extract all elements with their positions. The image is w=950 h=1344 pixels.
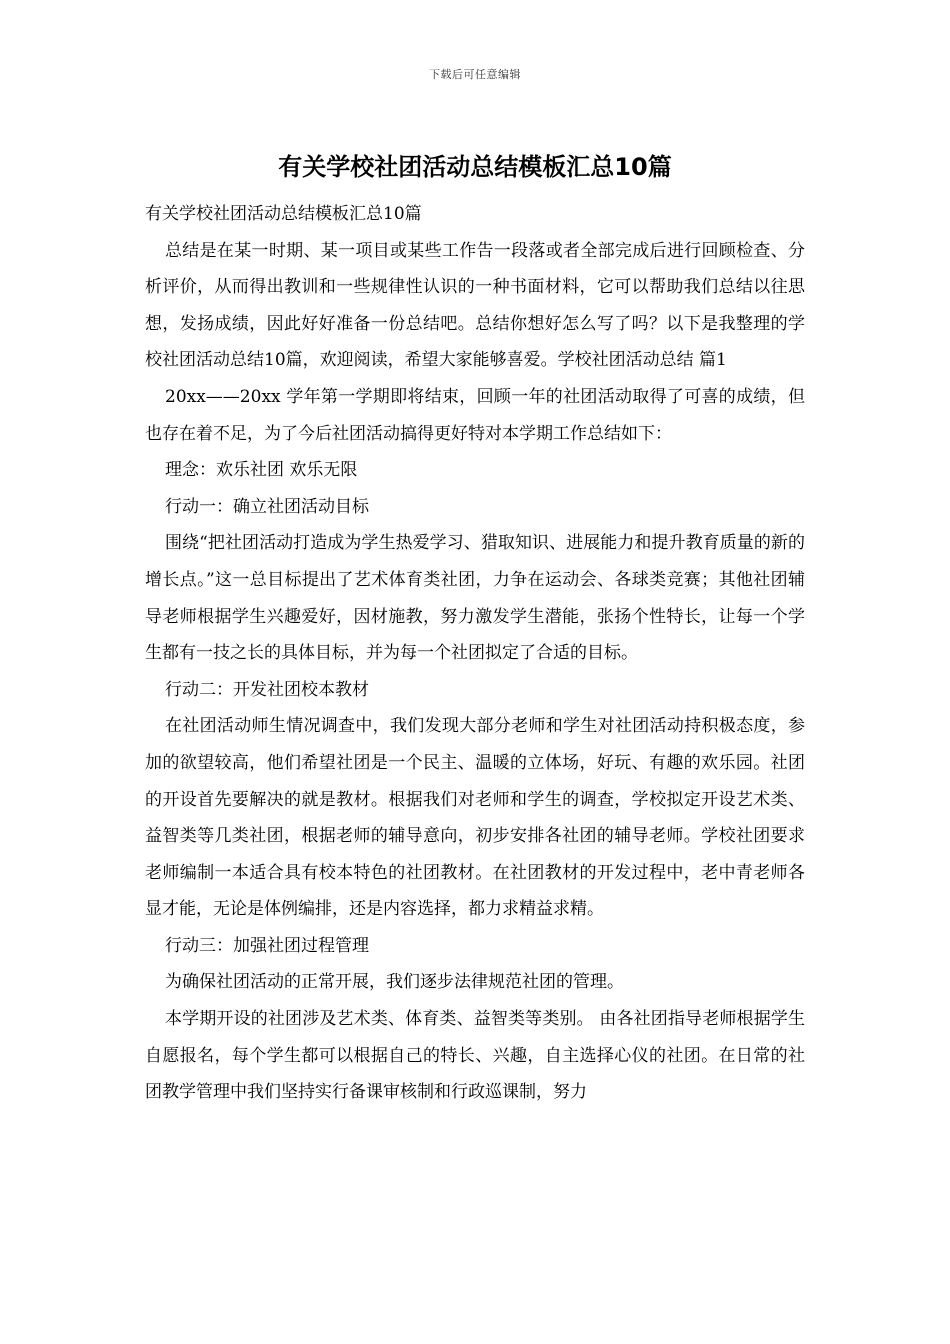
action-two-paragraph: 在社团活动师生情况调查中，我们发现大部分老师和学生对社团活动持积极态度，参加的欲望较高，他们希望社团是一个民主、温暖的立体场，好玩、有趣的欢乐园。社团的开设首先要解决的就是教材。根据我们对老师和学生的调查，学校拟定开设艺术类、益智类等几类社团，根据老师的辅导意向，初步安排各社团的辅导老师。学校社团要求老师编制一本适合具有校本特色的社团教材。在社团教材的开发过程中，老中青老师各显才能，无论是体例编排，还是内容选择，都力求精益求精。	[145, 716, 805, 920]
intro-paragraph: 总结是在某一时期、某一项目或某些工作告一段落或者全部完成后进行回顾检查、分析评价，从而得出教训和一些规律性认识的一种书面材料，它可以帮助我们总结以往思想，发扬成绩，因此好好准备一份总结吧。总结你想好怎么写了吗？以下是我整理的学校社团活动总结10篇，欢迎阅读，希望大家能够喜爱。学校社团活动总结 篇1	[145, 240, 805, 371]
action-one-heading: 行动一：确立社团活动目标	[165, 496, 369, 517]
action-two-heading: 行动二：开发社团校本教材	[165, 679, 369, 700]
document-body	[145, 196, 805, 1111]
opening-paragraph: 20xx——20xx 学年第一学期即将结束，回顾一年的社团活动取得了可喜的成绩，但也存在着不足，为了今后社团活动搞得更好特对本学期工作总结如下：	[145, 386, 805, 444]
action-one-paragraph: 围绕“把社团活动打造成为学生热爱学习、猎取知识、进展能力和提升教育质量的新的增长点。”这一总目标提出了艺术体育类社团，力争在运动会、各球类竞赛；其他社团辅导老师根据学生兴趣爱好，因材施教，努力激发学生潜能，张扬个性特长，让每一个学生都有一技之长的具体目标，并为每一个社团拟定了合适的目标。	[145, 533, 805, 664]
clubs-paragraph: 本学期开设的社团涉及艺术类、体育类、益智类等类别。 由各社团指导老师根据学生自愿报名，每个学生都可以根据自己的特长、兴趣，自主选择心仪的社团。在日常的社团教学管理中我们坚持实行备课审核制和行政巡课制，努力	[145, 1009, 805, 1103]
concept-line: 理念：欢乐社团 欢乐无限	[165, 460, 358, 481]
document-title: 有关学校社团活动总结模板汇总10篇	[278, 153, 672, 181]
management-paragraph: 为确保社团活动的正常开展，我们逐步法律规范社团的管理。	[165, 972, 624, 993]
header-note: 下载后可任意编辑	[429, 68, 521, 81]
subtitle-paragraph: 有关学校社团活动总结模板汇总10篇	[145, 204, 422, 224]
action-three-heading: 行动三：加强社团过程管理	[165, 935, 369, 956]
